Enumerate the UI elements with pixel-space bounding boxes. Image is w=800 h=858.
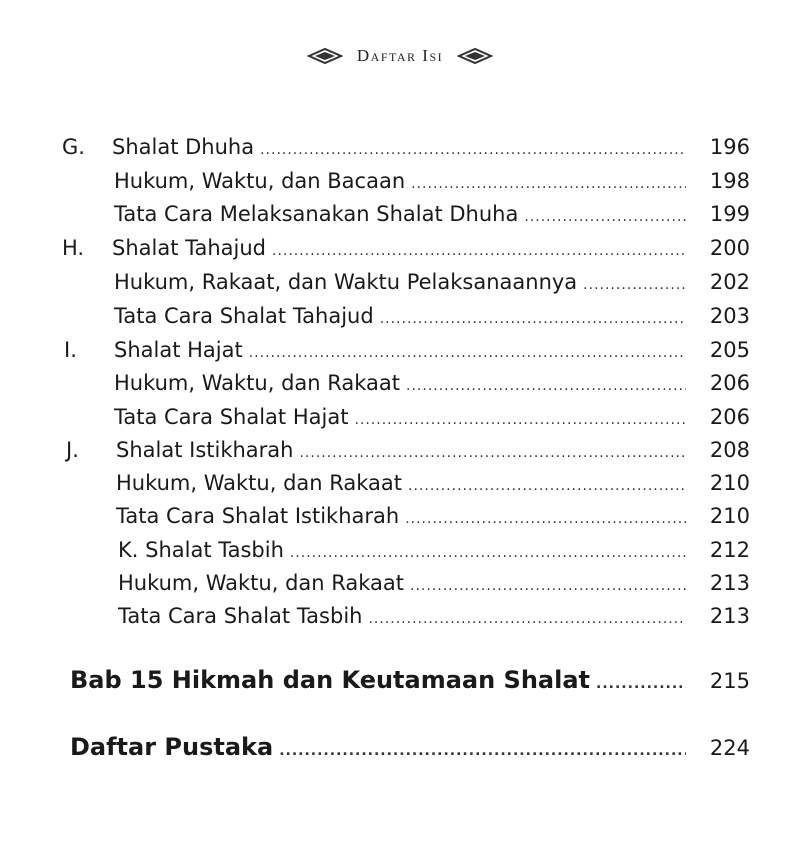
toc-page-number: 224: [709, 736, 750, 760]
toc-page-number: 203: [709, 304, 750, 328]
toc-entry-title: Tata Cara Melaksanakan Shalat Dhuha: [114, 202, 519, 226]
section-letter: H.: [62, 236, 85, 260]
dot-leader: [583, 272, 686, 298]
toc-page-number: 202: [709, 270, 750, 294]
dot-leader: [249, 340, 686, 366]
toc-entry-title: Tata Cara Shalat Tasbih: [118, 604, 363, 628]
toc-entry[interactable]: [114, 303, 750, 332]
toc-chapter-bab-15[interactable]: [70, 665, 750, 699]
dot-leader: [290, 540, 686, 566]
toc-entry[interactable]: [114, 168, 750, 197]
diamond-ornament-icon: [457, 47, 493, 65]
dot-leader: [354, 407, 686, 433]
dot-leader: [299, 440, 686, 466]
toc-entry-shalat-hajat[interactable]: [64, 337, 750, 366]
toc-page-number: 206: [709, 371, 750, 395]
toc-entry[interactable]: [118, 570, 750, 599]
toc-page-number: 210: [709, 504, 750, 528]
toc-entry-shalat-tasbih[interactable]: [118, 537, 750, 566]
dot-leader: [410, 573, 686, 599]
toc-entry-shalat-istikharah[interactable]: [66, 437, 750, 466]
toc-entry-title: Shalat Tahajud: [112, 236, 266, 260]
toc-entry[interactable]: [116, 470, 750, 499]
toc-page-number: 200: [709, 236, 750, 260]
toc-entry-title: Tata Cara Shalat Istikharah: [116, 504, 400, 528]
toc-entry-title: Shalat Hajat: [114, 338, 243, 362]
toc-entry[interactable]: [116, 503, 750, 532]
toc-page-number: 208: [709, 438, 750, 462]
toc-chapter-daftar-pustaka[interactable]: [70, 732, 750, 766]
toc-entry-title: Hukum, Waktu, dan Rakaat: [116, 471, 403, 495]
toc-chapter-title: Daftar Pustaka: [70, 733, 274, 761]
toc-page-number: 198: [709, 169, 750, 193]
toc-entry-title: Hukum, Rakaat, dan Waktu Pelaksanaannya: [114, 270, 578, 294]
toc-page-number: 205: [709, 338, 750, 362]
toc-entry[interactable]: [114, 201, 750, 230]
toc-chapter-title: Bab 15 Hikmah dan Keutamaan Shalat: [70, 666, 591, 694]
section-letter: J.: [66, 438, 79, 462]
page-header: [0, 46, 800, 66]
toc-entry-title: Hukum, Waktu, dan Bacaan: [114, 169, 406, 193]
dot-leader: [524, 204, 686, 230]
toc-entry[interactable]: [118, 603, 750, 632]
toc-entry[interactable]: [114, 269, 750, 298]
toc-entry-shalat-tahajud[interactable]: [62, 235, 750, 264]
dot-leader: [411, 171, 686, 197]
dot-leader: [368, 606, 686, 632]
dot-leader: [279, 736, 686, 766]
section-letter: G.: [62, 135, 85, 159]
section-letter: I.: [64, 338, 77, 362]
toc-page-number: 215: [709, 669, 750, 693]
toc-entry-title: K. Shalat Tasbih: [118, 538, 284, 562]
toc-page-number: 213: [709, 571, 750, 595]
toc-entry-shalat-dhuha[interactable]: [62, 134, 750, 163]
toc-entry-title: Shalat Dhuha: [112, 135, 255, 159]
toc-page-number: 199: [709, 202, 750, 226]
dot-leader: [408, 473, 686, 499]
toc-page-number: 206: [709, 405, 750, 429]
dot-leader: [272, 238, 686, 264]
toc-page-number: 196: [709, 135, 750, 159]
page-title: Daftar Isi: [356, 46, 444, 65]
toc-entry-title: Hukum, Waktu, dan Rakaat: [118, 571, 405, 595]
toc-entry-title: Tata Cara Shalat Hajat: [114, 405, 349, 429]
dot-leader: [260, 137, 686, 163]
toc-page-number: 210: [709, 471, 750, 495]
dot-leader: [596, 669, 686, 699]
dot-leader: [380, 306, 686, 332]
toc-page-number: 213: [709, 604, 750, 628]
toc-page-number: 212: [709, 538, 750, 562]
dot-leader: [406, 373, 686, 399]
toc-entry-title: Tata Cara Shalat Tahajud: [114, 304, 374, 328]
dot-leader: [405, 506, 686, 532]
toc-entry-title: Shalat Istikharah: [116, 438, 294, 462]
toc-entry[interactable]: [114, 370, 750, 399]
toc-entry[interactable]: [114, 404, 750, 433]
diamond-ornament-icon: [307, 47, 343, 65]
toc-entry-title: Hukum, Waktu, dan Rakaat: [114, 371, 401, 395]
